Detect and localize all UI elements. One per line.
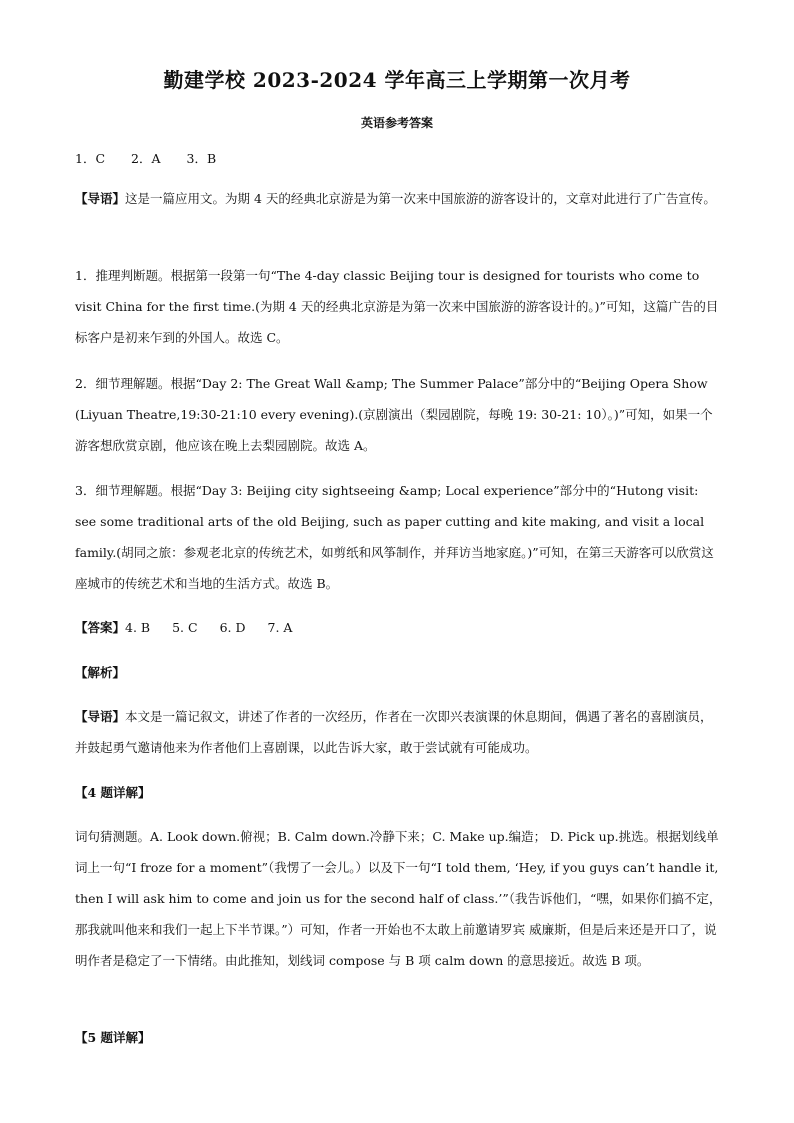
answer-2: 2．A — [131, 151, 161, 166]
answer-1: 1．C — [75, 151, 106, 166]
analysis-tag: 【解析】 — [75, 665, 126, 680]
question-2-explanation — [75, 368, 723, 461]
answer-7: 7. A — [267, 620, 293, 635]
answer-5: 5. C — [172, 620, 198, 635]
answers-4-7 — [75, 612, 723, 643]
answer-4: 4. B — [125, 620, 151, 635]
question-4-explanation — [75, 821, 723, 976]
question-1-text: 1．推理判断题。根据第一段第一句“The 4-day classic Beijing tour is designed for tourists who come to visit China for the first time.(为期 4 天的经典北京游是为第一次来中国旅游的游客设计的。)”可知，这篇广告的目标客户是初来乍到的外国人。故选 C。 — [75, 268, 719, 345]
question-4-tag: 【4 题详解】 — [75, 785, 151, 800]
question-5-tag: 【5 题详解】 — [75, 1030, 151, 1045]
question-4-heading — [75, 777, 723, 808]
guide-2-tag: 【导语】 — [75, 709, 126, 724]
guide-2 — [75, 701, 723, 763]
page-subtitle: 英语参考答案 — [360, 116, 433, 130]
answer-6: 6. D — [219, 620, 246, 635]
question-2-text: 2．细节理解题。根据“Day 2: The Great Wall &amp; The Summer Palace”部分中的“Beijing Opera Show (Liyuan Theatre,19:30-21:10 every evening).(京剧演出（梨园剧院，每晚 19: 30-21: 10）。)”可知，如果一个游客想欣赏京剧，他应该在晚上去梨园剧院。故选 A。 — [75, 376, 713, 453]
guide-1-tag: 【导语】 — [75, 191, 126, 206]
question-3-explanation — [75, 475, 723, 599]
analysis-heading — [75, 657, 723, 688]
question-4-text: 词句猜测题。A. Look down.俯视；B. Calm down.冷静下来；C. Make up.编造； D. Pick up.挑选。根据划线单词上一句“I froze for a moment”（我愣了一会儿。）以及下一句“I told them, ‘Hey, if you guys can’t handle it, then I will ask him to come and join us for the second half of class.’”（我告诉他们，“嘿，如果你们搞不定，那我就叫他来和我们一起上下半节课。”）可知，作者一开始也不太敢上前邀请罗宾 威廉斯，但是后来还是开口了，说明作者是稳定了一下情绪。由此推知，划线词 compose 与 B 项 calm down 的意思接近。故选 B 项。 — [75, 829, 722, 968]
guide-1 — [75, 183, 723, 214]
question-1-explanation — [75, 260, 723, 353]
guide-1-text: 这是一篇应用文。为期 4 天的经典北京游是为第一次来中国旅游的游客设计的，文章对此进行了广告宣传。 — [125, 191, 716, 206]
answers-tag: 【答案】 — [75, 620, 126, 635]
answer-3: 3．B — [186, 151, 217, 166]
answers-1-3 — [75, 143, 723, 174]
question-3-text: 3．细节理解题。根据“Day 3: Beijing city sightseeing &amp; Local experience”部分中的“Hutong visit: see some traditional arts of the old Beijing, such as paper cutting and kite making, and visit a local family.(胡同之旅：参观老北京的传统艺术，如剪纸和风筝制作，并拜访当地家庭。)”可知，在第三天游客可以欣赏这座城市的传统艺术和当地的生活方式。故选 B。 — [75, 483, 714, 591]
question-5-heading — [75, 1022, 723, 1053]
guide-2-text: 本文是一篇记叙文，讲述了作者的一次经历，作者在一次即兴表演课的休息期间，偶遇了著名的喜剧演员，并鼓起勇气邀请他来为作者他们上喜剧课，以此告诉大家，敢于尝试就有可能成功。 — [75, 709, 713, 755]
page-title: 勤建学校 2023-2024 学年高三上学期第一次月考 — [163, 68, 631, 92]
